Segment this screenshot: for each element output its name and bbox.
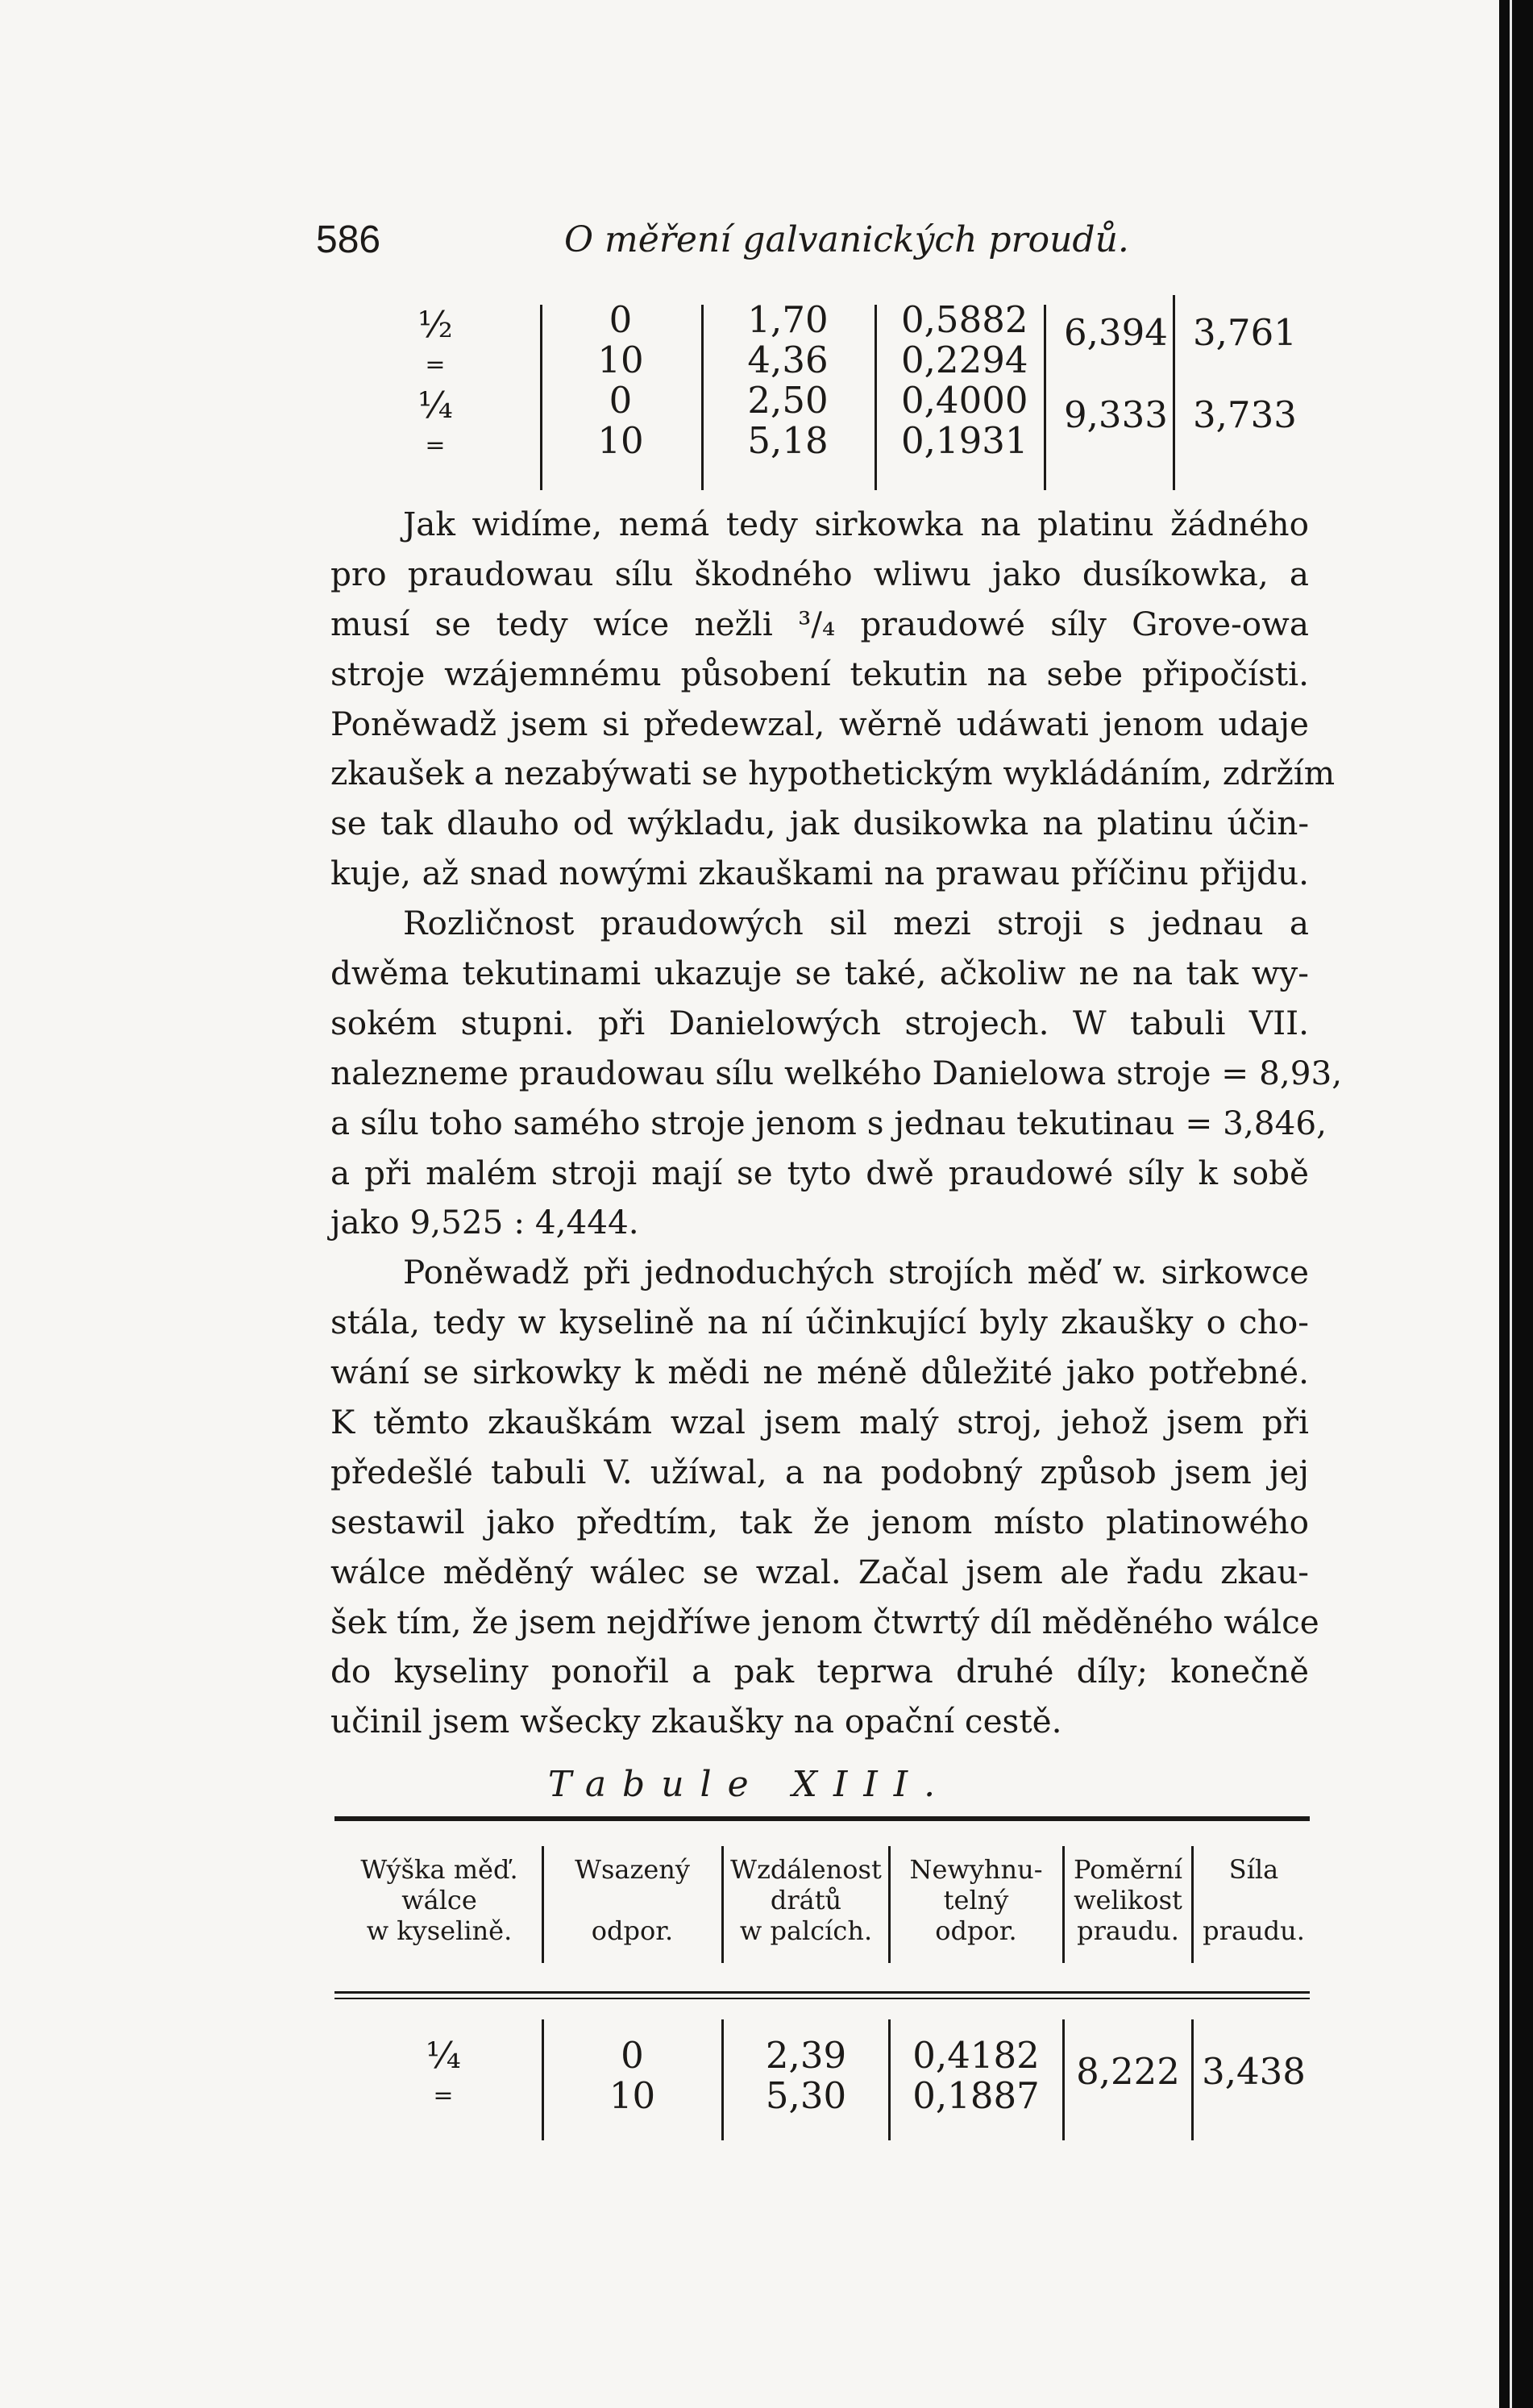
text-line: Poněwadž jsem si předewzal, wěrně udáwati jenom udaje [330,704,1309,743]
column-rule [1044,305,1046,490]
header-spacer [1195,1885,1312,1915]
header-line: w palcích. [739,1915,873,1946]
header-rule [334,1991,1310,1994]
column-rule [542,1846,544,1963]
running-title: O měření galvanických proudů. [564,219,1129,260]
column-rule [1191,1846,1194,1963]
header-rule [334,1998,1310,1999]
text-line: dwěma tekutinami ukazuje se také, ačkoliw ne na tak wy- [330,954,1309,993]
column-rule [1062,1846,1065,1963]
text-line: K těmto zkauškám wzal jsem malý stroj, jehož jsem při [330,1403,1309,1442]
resistance-value: 0 [609,298,633,341]
body-text [330,500,1343,1747]
table-top-rule [334,1816,1310,1821]
header-line: Síla [1228,1854,1279,1885]
column-rule [1173,295,1175,490]
resistance-value: 10 [609,2074,656,2117]
column-rule [721,1846,724,1963]
equals-sign: = [425,351,446,379]
header-line: praudu. [1203,1915,1305,1946]
header-line: Wzdálenost [730,1854,882,1885]
text-line: a při malém stroji mají se tyto dwě praudowé síly k sobě [330,1153,1309,1192]
distance-value: 1,70 [747,298,829,341]
text-line: stroje wzájemnému působení tekutin na sebe připočísti. [330,654,1309,693]
table-caption: Tabule XIII. [547,1764,952,1805]
resistance-value: 10 [597,419,644,462]
resistance-value: 10 [597,339,644,381]
measured-value: 0,1931 [901,419,1028,462]
column-rule [888,1846,891,1963]
column-rule [540,305,542,490]
header-line: drátů [770,1885,842,1915]
text-line: stála, tedy w kyselině na ní účinkující byly zkaušky o cho- [330,1303,1309,1342]
measured-value: 0,4182 [912,2034,1040,2077]
distance-value: 2,50 [747,379,829,422]
header-line: Newyhnu- [909,1854,1043,1885]
text-line: se tak dlauho od wýkladu, jak dusikowka na platinu účin- [330,804,1309,843]
column-rule [542,2019,544,2140]
header-line: welikost [1074,1885,1182,1915]
column-rule [721,2019,724,2140]
column-rule [701,305,704,490]
header-line: Wsazený [575,1854,690,1885]
text-line: sestawil jako předtím, tak že jenom místo platinowého [330,1502,1309,1541]
text-line: učinil jsem wšecky zkaušky na opační cestě. [330,1702,1062,1741]
scan-edge [1499,0,1533,2408]
current-force: 3,733 [1193,393,1297,436]
column-rule [875,305,877,490]
text-line: sokém stupni. při Danielowých strojech. W tabuli VII. [330,1003,1309,1042]
text-line: kuje, až snad nowými zkauškami na prawau příčinu přijdu. [330,854,1309,893]
current-force: 3,761 [1193,311,1297,354]
header-line: praudu. [1077,1915,1179,1946]
text-line: nalezneme praudowau sílu welkého Danielowa stroje = 8,93, [330,1053,1343,1092]
text-line: pro praudowau sílu škodného wliwu jako dusíkowka, a [330,554,1309,593]
page-number: 586 [316,218,381,261]
measured-value: 0,1887 [912,2074,1040,2117]
text-line: a sílu toho samého stroje jenom s jednau tekutinau = 3,846, [330,1103,1327,1142]
distance-value: 5,18 [747,419,829,462]
header-line: Poměrní [1074,1854,1182,1885]
text-line: zkaušek a nezabýwati se hypothetickým wykládáním, zdržím [330,754,1336,793]
current-force: 3,438 [1202,2050,1306,2093]
resistance-value: 0 [621,2034,644,2077]
distance-value: 4,36 [747,339,829,381]
distance-value: 5,30 [765,2074,847,2117]
column-rule [888,2019,891,2140]
measured-value: 0,5882 [901,298,1028,341]
measured-value: 0,2294 [901,339,1028,381]
fraction: ¼ [418,384,453,426]
relative-size: 6,394 [1064,311,1168,354]
relative-size: 8,222 [1076,2050,1180,2093]
text-line: Poněwadž při jednoduchých strojích měď w. sirkowce [403,1253,1309,1292]
resistance-value: 0 [609,379,633,422]
text-line: wání se sirkowky k mědi ne méně důležité jako potřebné. [330,1353,1309,1392]
text-line: Rozličnost praudowých sil mezi stroji s jednau a [403,904,1309,943]
fraction: ½ [418,303,453,346]
column-rule [1062,2019,1065,2140]
text-line: šek tím, že jsem nejdříwe jenom čtwrtý díl měděného wálce [330,1602,1319,1641]
text-line: Jak widíme, nemá tedy sirkowka na platinu žádného [403,505,1309,543]
text-line: do kyseliny ponořil a pak teprwa druhé díly; konečně [330,1652,1309,1691]
scan-edge-line [1510,0,1512,2408]
measured-value: 0,4000 [901,379,1028,422]
column-rule [1191,2019,1194,2140]
header-line: telný [943,1885,1009,1915]
equals-sign: = [433,2082,454,2110]
fraction: ¼ [426,2034,461,2077]
header-line: w kyselině. [366,1915,513,1946]
text-line: wálce měděný wálec se wzal. Začal jsem ale řadu zkau- [330,1552,1309,1591]
header-line: odpor. [935,1915,1017,1946]
text-line: předešlé tabuli V. užíwal, a na podobný způsob jsem jej [330,1452,1309,1491]
header-line: odpor. [591,1915,674,1946]
relative-size: 9,333 [1064,393,1168,436]
text-line: musí se tedy wíce nežli ³/₄ praudowé síly Grove-owa [330,604,1309,643]
text-line: jako 9,525 : 4,444. [330,1203,639,1242]
distance-value: 2,39 [765,2034,847,2077]
header-line: Wýška měď. [360,1854,518,1885]
equals-sign: = [425,431,446,460]
header-line: wálce [401,1885,477,1915]
header-spacer [546,1885,719,1915]
